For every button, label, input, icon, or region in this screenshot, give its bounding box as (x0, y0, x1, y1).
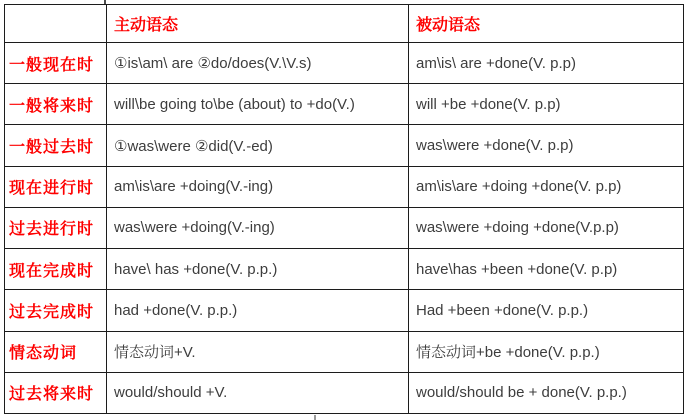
active-voice-cell: would/should +V. (107, 372, 409, 413)
passive-voice-cell: would/should be + done(V. p.p.) (409, 372, 684, 413)
row-header-tense: 现在进行时 (5, 166, 107, 207)
row-header-tense: 过去完成时 (5, 290, 107, 331)
active-voice-cell: 情态动词+V. (107, 331, 409, 372)
passive-voice-cell: was\were +done(V. p.p) (409, 125, 684, 166)
row-header-tense: 一般现在时 (5, 43, 107, 84)
row-header-tense: 过去将来时 (5, 372, 107, 413)
row-header-tense: 现在完成时 (5, 249, 107, 290)
table-row (5, 125, 684, 166)
row-header-tense: 过去进行时 (5, 207, 107, 248)
table-row (5, 372, 684, 413)
row-header-tense: 一般将来时 (5, 84, 107, 125)
table-row (5, 166, 684, 207)
active-voice-cell: was\were +doing(V.-ing) (107, 207, 409, 248)
passive-voice-cell: am\is\ are +done(V. p.p) (409, 43, 684, 84)
table-row (5, 290, 684, 331)
passive-voice-cell: am\is\are +doing +done(V. p.p) (409, 166, 684, 207)
table-row (5, 331, 684, 372)
active-voice-cell: will\be going to\be (about) to +do(V.) (107, 84, 409, 125)
table-row (5, 84, 684, 125)
passive-voice-cell: will +be +done(V. p.p) (409, 84, 684, 125)
corner-cell (5, 5, 107, 43)
table-row (5, 249, 684, 290)
tense-voice-table (4, 4, 684, 414)
header-row (5, 5, 684, 43)
row-header-tense: 一般过去时 (5, 125, 107, 166)
active-voice-cell: had +done(V. p.p.) (107, 290, 409, 331)
passive-voice-cell: 情态动词+be +done(V. p.p.) (409, 331, 684, 372)
row-header-tense: 情态动词 (5, 331, 107, 372)
active-voice-cell: ①was\were ②did(V.-ed) (107, 125, 409, 166)
active-voice-cell: have\ has +done(V. p.p.) (107, 249, 409, 290)
passive-voice-cell: Had +been +done(V. p.p.) (409, 290, 684, 331)
table-row (5, 43, 684, 84)
column-header-passive-voice: 被动语态 (409, 5, 684, 43)
passive-voice-cell: have\has +been +done(V. p.p) (409, 249, 684, 290)
column-header-active-voice: 主动语态 (107, 5, 409, 43)
active-voice-cell: ①is\am\ are ②do/does(V.\V.s) (107, 43, 409, 84)
passive-voice-cell: was\were +doing +done(V.p.p) (409, 207, 684, 248)
cropped-row-below-divider (314, 415, 316, 420)
active-voice-cell: am\is\are +doing(V.-ing) (107, 166, 409, 207)
table-row (5, 207, 684, 248)
